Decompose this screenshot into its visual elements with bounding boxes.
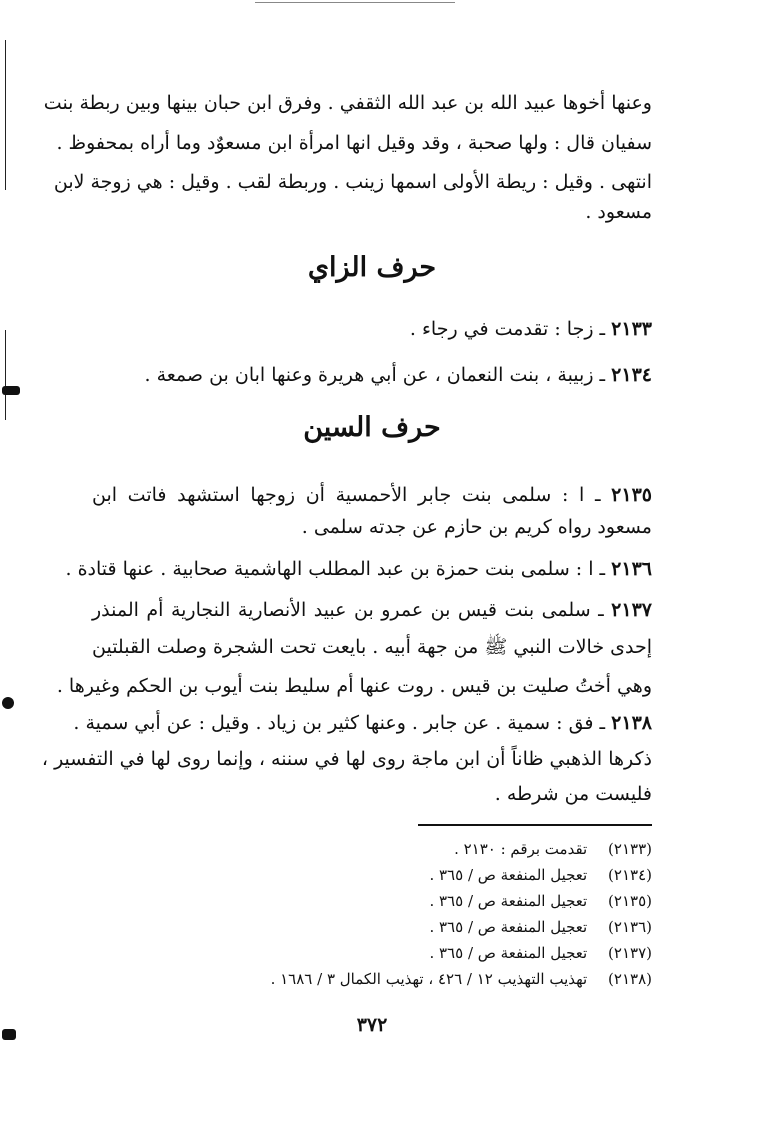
section-heading-seen: حرف السين [303,412,441,443]
edge-mark [2,386,20,395]
entry-number: ٢١٣٤ [611,364,652,386]
footnote [92,864,652,886]
entry-text: ـ زجا : تقدمت في رجاء . [409,318,606,340]
entry-line: إحدى خالات النبي ﷺ من جهة أبيه . بايعت تحت الشجرة وصلت القبلتين [92,636,652,658]
entry-2135 [92,482,652,508]
footnote [92,890,652,912]
intro-line: سفيان قال : ولها صحبة ، وقد وقيل انها امرأة ابن مسعوٌد وما أراه بمحفوظ . [56,132,652,154]
entry-text: ـ ا : سلمى بنت جابر الأحمسية أن زوجها استشهد فاتت ابن [92,484,601,506]
edge-mark [2,697,14,709]
entry-text: ـ سلمى بنت قيس بن عمرو بن عبيد الأنصارية النجارية أم المنذر [92,599,604,621]
footnote-text: تعجيل المنفعة ص / ٣٦٥ . [429,944,588,962]
footnote-separator [418,824,652,826]
entry-number: ٢١٣٦ [611,558,652,580]
entry-text: ـ فق : سمية . عن جابر . وعنها كثير بن زياد . وقيل : عن أبي سمية . [73,712,606,734]
entry-number: ٢١٣٣ [611,318,652,340]
entry-number: ٢١٣٥ [611,484,652,506]
page-content [41,0,652,1121]
entry-line: ذكرها الذهبي ظاناً أن ابن ماجة روى لها في سننه ، وإنما روى لها في التفسير ، [41,748,652,770]
footnote-number: (٢١٣٦) [608,918,652,936]
entry-text: ـ زبيبة ، بنت النعمان ، عن أبي هريرة وعنها ابان بن صمعة . [144,364,606,386]
footnote-text: تقدمت برقم : ٢١٣٠ . [454,840,588,858]
footnote [92,838,652,860]
footnote-text: تعجيل المنفعة ص / ٣٦٥ . [429,892,588,910]
footnote-number: (٢١٣٧) [608,944,652,962]
entry-line: مسعود رواه كريم بن حازم عن جدته سلمى . [301,516,652,538]
entry-2133 [92,316,652,342]
footnote-text: تهذيب التهذيب ١٢ / ٤٢٦ ، تهذيب الكمال ٣ / ١٦٨٦ . [270,970,588,988]
entry-2137 [92,597,652,623]
footnote [92,968,652,990]
footnote-number: (٢١٣٥) [608,892,652,910]
footnote-number: (٢١٣٣) [608,840,652,858]
entry-line: وهي أختُ صليت بن قيس . روت عنها أم سليط بنت أيوب بن الحكم وغيرها . [56,675,652,697]
entry-text: ـ ا : سلمى بنت حمزة بن عبد المطلب الهاشمية صحابية . عنها قتادة . [65,558,606,580]
page-number: ٣٧٢ [356,1014,388,1036]
intro-line: انتهى . وقيل : ريطة الأولى اسمها زينب . وربطة لقب . وقيل : هي زوجة لابن [53,171,652,193]
footnote-number: (٢١٣٤) [608,866,652,884]
intro-line: وعنها أخوها عبيد الله بن عبد الله الثقفي . وفرق ابن حبان بينها وبين ربطة بنت [43,92,652,114]
entry-2134 [92,362,652,388]
entry-number: ٢١٣٨ [611,712,652,734]
entry-2138 [73,710,652,736]
entry-2136 [65,556,652,582]
entry-number: ٢١٣٧ [611,599,652,621]
left-edge-line-2 [5,330,6,420]
footnote [92,942,652,964]
left-edge-line [5,40,6,190]
footnote-number: (٢١٣٨) [608,970,652,988]
section-heading-zay: حرف الزاي [307,252,437,283]
entry-line: فليست من شرطه . [494,783,652,805]
footnote-text: تعجيل المنفعة ص / ٣٦٥ . [429,918,588,936]
footnote-text: تعجيل المنفعة ص / ٣٦٥ . [429,866,588,884]
edge-mark [2,1029,16,1040]
intro-line: مسعود . [585,201,652,223]
footnote [92,916,652,938]
